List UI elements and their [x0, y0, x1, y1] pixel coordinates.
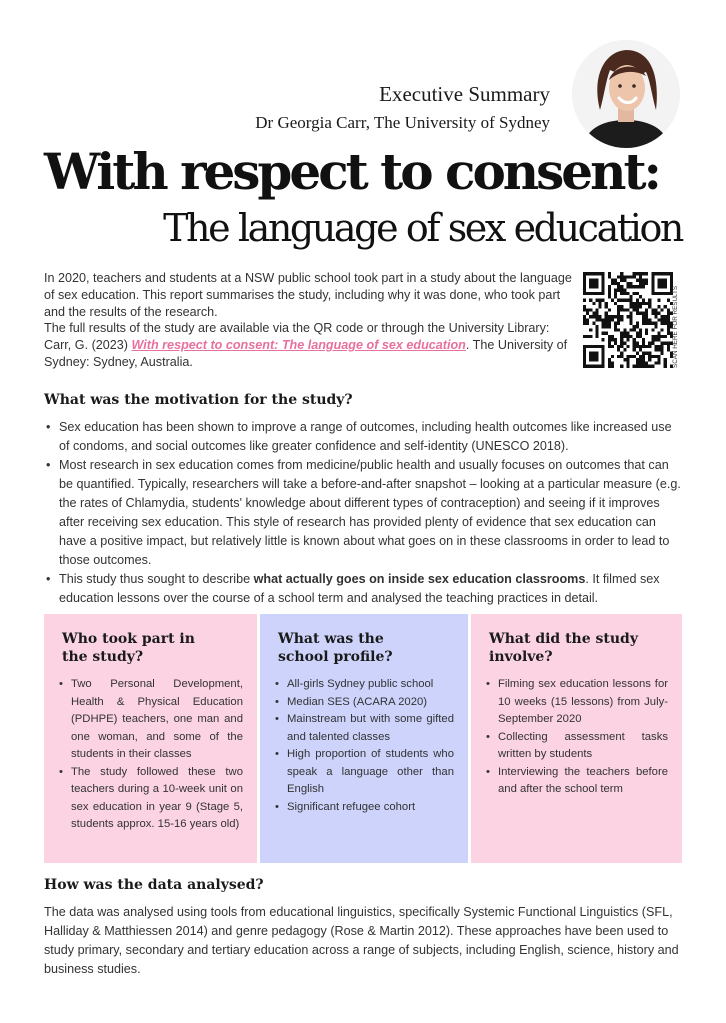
list-item: • The study followed these two teachers during a 10-week unit on sex education in year 9 (Stage 5, students approx. 15-16 years old): [58, 764, 243, 834]
list-item: • Two Personal Development, Health & Physical Education (PDHPE) teachers, one man and one woman, and some of the students in their classes: [58, 676, 243, 764]
study-involvement-list: [485, 676, 668, 799]
participants-panel: [44, 614, 257, 863]
school-profile-list: [274, 676, 454, 816]
list-item: • Filming sex education lessons for 10 weeks (15 lessons) from July-September 2020: [485, 676, 668, 729]
analysis-paragraph: The data was analysed using tools from educational linguistics, specifically Systemic Functional Linguistics (SFL, Halliday & Matthiessen 2014) and genre pedagogy (Rose & Martin 2012). These approaches have been used to study primary, secondary and tertiary education across a range of subjects, including English, science, history and business studies.: [44, 905, 679, 976]
study-involvement-heading: What did the study involve?: [489, 631, 638, 665]
author-photo: [572, 40, 680, 148]
participants-heading: Who took part in the study?: [62, 631, 195, 665]
document-type: Executive Summary: [379, 82, 550, 106]
emphasis-text: what actually goes on inside sex education classrooms: [253, 572, 586, 586]
report-link[interactable]: With respect to consent: The language of sex education: [131, 338, 466, 352]
list-item: • Sex education has been shown to improve a range of outcomes, including health outcomes like increased use of condoms, and social outcomes like greater confidence and self-identity (UNESCO 2018).: [44, 418, 684, 456]
list-item: • High proportion of students who speak a language other than English: [274, 746, 454, 799]
list-item: • Significant refugee cohort: [274, 799, 454, 817]
list-item: • Most research in sex education comes from medicine/public health and usually focuses on outcomes that can be quantified. Typically, researchers will take a before-and-after snapshot – looking at a particular measure (e.g. the rates of Chlamydia, students' knowledge about different types of contraception) and seeing if it improves after receiving sex education. This style of research has provided plenty of evidence that sex education can have a positive impact, but relatively little is known about what goes on in these classrooms in order to lead to those outcomes.: [44, 456, 684, 570]
analysis-heading: How was the data analysed?: [44, 877, 264, 893]
subtitle: The language of sex education: [163, 206, 682, 250]
author-line: Dr Georgia Carr, The University of Sydney: [255, 113, 550, 132]
citation-paragraph: [44, 320, 574, 371]
list-item: • Median SES (ACARA 2020): [274, 694, 454, 712]
list-item: • All-girls Sydney public school: [274, 676, 454, 694]
list-item: • Collecting assessment tasks written by students: [485, 729, 668, 764]
school-profile-panel: [260, 614, 468, 863]
motivation-list: [44, 418, 684, 608]
citation-text: The full results of the study are available via the QR code or through the University Library: Carr, G. (2023): [44, 321, 550, 352]
intro-paragraph: In 2020, teachers and students at a NSW public school took part in a study about the language of sex education. This report summarises the study, including why it was done, who took part and the results of the research.: [44, 271, 572, 319]
main-title: With respect to consent:: [44, 142, 660, 201]
study-involvement-panel: [471, 614, 682, 863]
citation-text-end: . The University of Sydney: Sydney, Australia.: [44, 338, 568, 369]
list-item: • Mainstream but with some gifted and talented classes: [274, 711, 454, 746]
list-item: • Interviewing the teachers before and after the school term: [485, 764, 668, 799]
list-item: • This study thus sought to describe what actually goes on inside sex education classrooms. It filmed sex education lessons over the course of a school term and analysed the teaching practices in detail.: [44, 570, 684, 608]
qr-code[interactable]: [583, 272, 673, 368]
motivation-heading: What was the motivation for the study?: [44, 392, 353, 408]
participants-list: [58, 676, 243, 834]
qr-scan-label: SCAN HERE FOR RESULTS: [672, 285, 679, 368]
school-profile-heading: What was the school profile?: [278, 631, 393, 665]
